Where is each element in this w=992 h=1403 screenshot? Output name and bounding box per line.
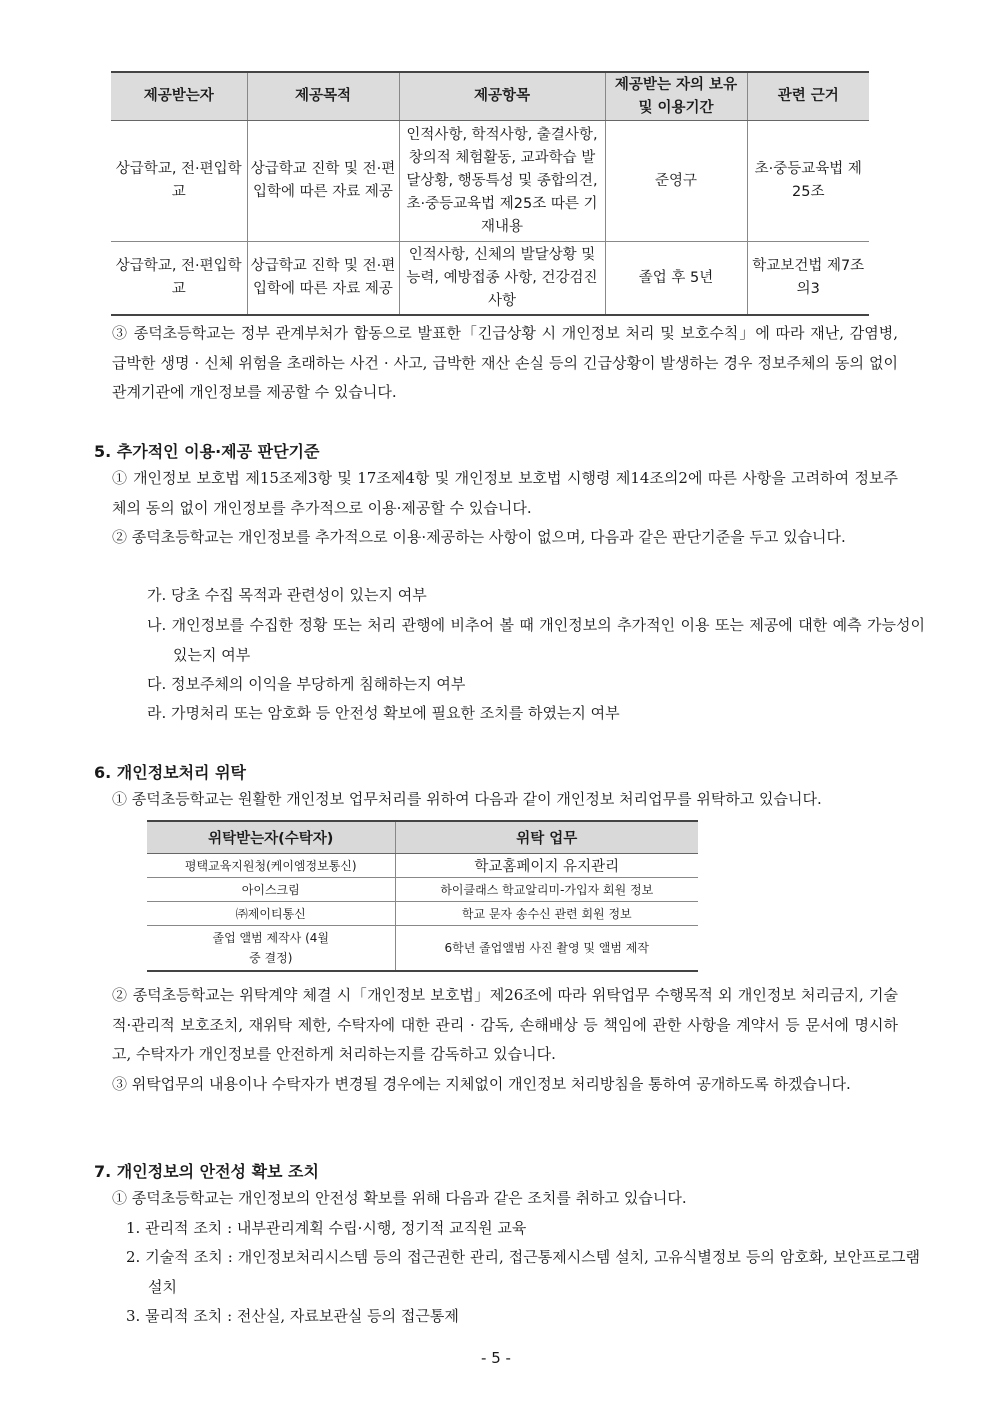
header-retention: 제공받는 자의 보유 및 이용기간: [605, 72, 747, 121]
section6-paragraph-3: ③ 위탁업무의 내용이나 수탁자가 변경될 경우에는 지체없이 개인정보 처리방침을 통하여 공개하도록 하겠습니다.: [112, 1075, 851, 1093]
cell-items: 인적사항, 학적사항, 출결사항, 창의적 체험활동, 교과학습 발달상황, 행동특성 및 종합의견, 초·중등교육법 제25조 따른 기재내용: [399, 121, 605, 242]
outsourcing-table-header: [147, 821, 698, 854]
safety-item-3: 3. 물리적 조치 : 전산실, 자료보관실 등의 접근통제: [126, 1307, 459, 1325]
table-row: [147, 902, 698, 926]
cell-contractor-text: 졸업 앨범 제작사 (4월 중 결정): [212, 931, 329, 965]
table-row: [111, 121, 869, 242]
cell-task: 학교 문자 송수신 관련 회원 정보: [395, 902, 698, 926]
page-number: - 5 -: [481, 1349, 511, 1367]
cell-task: 6학년 졸업앨범 사진 촬영 및 앨범 제작: [395, 926, 698, 972]
header-contractor: 위탁받는자(수탁자): [147, 821, 395, 854]
header-task: 위탁 업무: [395, 821, 698, 854]
cell-contractor: 평택교육지원청(케이엠정보통신): [147, 854, 395, 878]
cell-legal-basis: 초·중등교육법 제25조: [747, 121, 869, 242]
outsourcing-table: [147, 820, 698, 972]
section6-paragraph-2: ② 종덕초등학교는 위탁계약 체결 시「개인정보 보호법」제26조에 따라 위탁업무 수행목적 외 개인정보 처리금지, 기술적·관리적 보호조치, 재위탁 제한, 수탁자에 대한 관리 · 감독, 손해배상 등 책임에 관한 사항을 계약서 등 문서에 명시하고, 수탁자가 개인정보를 안전하게 처리하는지를 감독하고 있습니다.: [112, 986, 898, 1063]
header-legal-basis: 관련 근거: [747, 72, 869, 121]
table-row: [111, 242, 869, 316]
cell-contractor: [147, 926, 395, 972]
cell-retention: 졸업 후 5년: [605, 242, 747, 316]
header-recipient: 제공받는자: [111, 72, 247, 121]
section5-paragraph-1: ① 개인정보 보호법 제15조제3항 및 17조제4항 및 개인정보 보호법 시행령 제14조의2에 따른 사항을 고려하여 정보주체의 동의 없이 개인정보를 추가적으로 이용·제공할 수 있습니다.: [112, 469, 898, 517]
cell-purpose: 상급학교 진학 및 전·편입학에 따른 자료 제공: [247, 121, 399, 242]
section6-paragraph-1: ① 종덕초등학교는 원활한 개인정보 업무처리를 위하여 다음과 같이 개인정보 처리업무를 위탁하고 있습니다.: [112, 790, 822, 808]
criteria-item-da: 다. 정보주체의 이익을 부당하게 침해하는지 여부: [147, 675, 466, 693]
table-row: [147, 926, 698, 972]
criteria-item-na: 나. 개인정보를 수집한 정황 또는 처리 관행에 비추어 볼 때 개인정보의 추가적인 이용 또는 제공에 대한 예측 가능성이 있는지 여부: [147, 616, 925, 664]
section5-paragraph-2: ② 종덕초등학교는 개인정보를 추가적으로 이용·제공하는 사항이 없으며, 다음과 같은 판단기준을 두고 있습니다.: [112, 528, 846, 546]
table-row: [147, 878, 698, 902]
cell-purpose: 상급학교 진학 및 전·편입학에 따른 자료 제공: [247, 242, 399, 316]
section6-heading: 6. 개인정보처리 위탁: [94, 763, 246, 782]
cell-recipient: 상급학교, 전·편입학교: [111, 121, 247, 242]
safety-item-1: 1. 관리적 조치 : 내부관리계획 수립·시행, 정기적 교직원 교육: [126, 1219, 527, 1237]
emergency-paragraph: ③ 종덕초등학교는 정부 관계부처가 합동으로 발표한「긴급상황 시 개인정보 처리 및 보호수칙」에 따라 재난, 감염병, 급박한 생명 · 신체 위험을 초래하는 사건 · 사고, 급박한 재산 손실 등의 긴급상황이 발생하는 경우 정보주체의 동의 없이 관계기관에 개인정보를 제공할 수 있습니다.: [112, 324, 898, 401]
cell-recipient: 상급학교, 전·편입학교: [111, 242, 247, 316]
cell-contractor: 아이스크림: [147, 878, 395, 902]
cell-retention: 준영구: [605, 121, 747, 242]
provision-table: [111, 71, 869, 316]
section5-heading: 5. 추가적인 이용·제공 판단기준: [94, 442, 320, 461]
cell-items: 인적사항, 신체의 발달상황 및 능력, 예방접종 사항, 건강검진 사항: [399, 242, 605, 316]
cell-task: 하이클래스 학교알리미-가입자 회원 정보: [395, 878, 698, 902]
cell-contractor: ㈜제이티통신: [147, 902, 395, 926]
header-items: 제공항목: [399, 72, 605, 121]
header-purpose: 제공목적: [247, 72, 399, 121]
section7-heading: 7. 개인정보의 안전성 확보 조치: [94, 1162, 319, 1181]
section7-paragraph-1: ① 종덕초등학교는 개인정보의 안전성 확보를 위해 다음과 같은 조치를 취하고 있습니다.: [112, 1189, 687, 1207]
table-row: [147, 854, 698, 878]
cell-legal-basis: 학교보건법 제7조의3: [747, 242, 869, 316]
criteria-item-ra: 라. 가명처리 또는 암호화 등 안전성 확보에 필요한 조치를 하였는지 여부: [147, 704, 620, 722]
cell-task: 학교홈페이지 유지관리: [395, 854, 698, 878]
provision-table-header: [111, 72, 869, 121]
criteria-item-ga: 가. 당초 수집 목적과 관련성이 있는지 여부: [147, 586, 427, 604]
safety-item-2: 2. 기술적 조치 : 개인정보처리시스템 등의 접근권한 관리, 접근통제시스템 설치, 고유식별정보 등의 암호화, 보안프로그램 설치: [126, 1248, 920, 1296]
